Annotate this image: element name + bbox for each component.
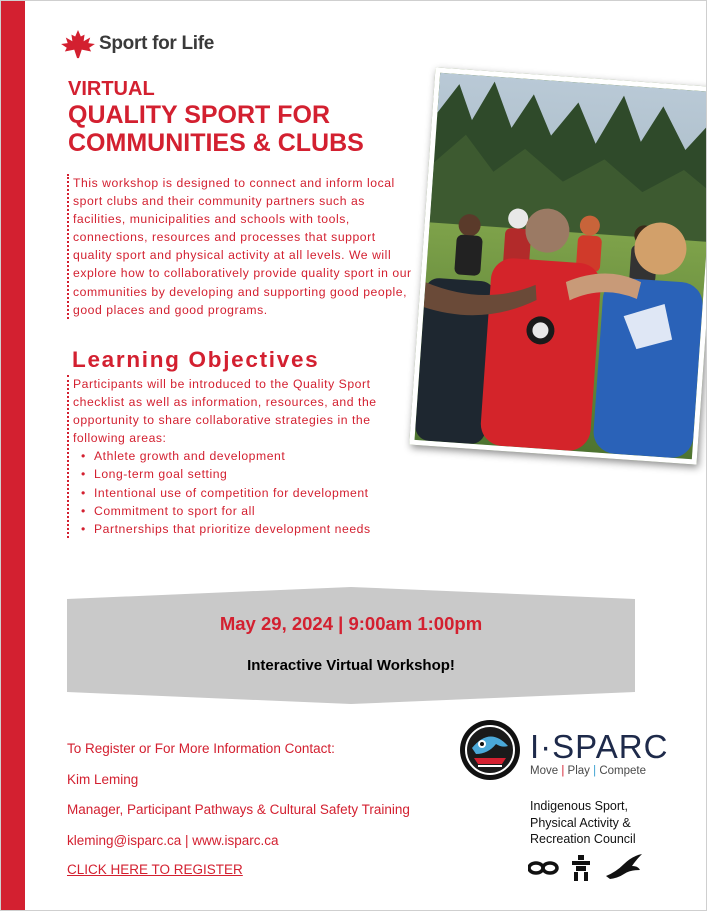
- contact-heading: To Register or For More Information Contact:: [67, 741, 335, 756]
- flyer-title: [68, 77, 364, 157]
- list-item: • Intentional use of competition for development: [73, 484, 417, 502]
- banner-shape: [67, 587, 635, 704]
- left-accent-bar: [1, 1, 25, 911]
- isparc-symbols: [528, 852, 648, 882]
- isparc-full-name: [530, 798, 636, 848]
- isparc-wordmark: I·SPARC: [530, 728, 669, 765]
- event-banner: [67, 587, 635, 704]
- list-item: • Partnerships that prioritize development needs: [73, 520, 417, 538]
- register-link[interactable]: CLICK HERE TO REGISTER: [67, 862, 243, 877]
- isparc-tagline: [530, 765, 646, 777]
- isparc-name-line-2: Physical Activity &: [530, 815, 631, 830]
- inukshuk-icon: [572, 855, 590, 881]
- list-item: • Long-term goal setting: [73, 465, 417, 483]
- learning-objectives-body: [67, 375, 417, 538]
- contact-role: Manager, Participant Pathways & Cultural Safety Training: [67, 802, 410, 817]
- title-line-communities: COMMUNITIES & CLUBS: [68, 129, 364, 157]
- objectives-lead: Participants will be introduced to the Quality Sport checklist as well as information, resources, and the opportunity to share collaborative strategies in the following areas:: [73, 377, 377, 446]
- isparc-name-line-3: Recreation Council: [530, 832, 636, 846]
- tag-compete: Compete: [599, 765, 646, 777]
- isparc-emblem-icon: [458, 718, 522, 782]
- isparc-name-line-1: Indigenous Sport,: [530, 799, 628, 813]
- title-line-quality-sport: QUALITY SPORT FOR: [68, 101, 331, 129]
- event-date: May 29, 2024 | 9:00am 1:00pm: [219, 613, 483, 634]
- team-huddle-photo: [409, 67, 707, 464]
- title-line-virtual: VIRTUAL: [68, 78, 155, 100]
- list-item: • Athlete growth and development: [73, 447, 417, 465]
- sport-for-life-logo: [59, 29, 214, 59]
- maple-leaf-icon: [59, 29, 97, 59]
- objectives-list: [73, 447, 417, 537]
- contact-email-web[interactable]: kleming@isparc.ca | www.isparc.ca: [67, 833, 279, 848]
- tag-separator: |: [561, 765, 565, 777]
- list-item: • Commitment to sport for all: [73, 502, 417, 520]
- tag-move: Move: [530, 765, 559, 777]
- learning-objectives-heading: Learning Objectives: [72, 347, 320, 372]
- tag-separator: |: [593, 765, 597, 777]
- tag-play: Play: [567, 765, 590, 777]
- huddle-illustration: [415, 73, 707, 459]
- contact-name: Kim Leming: [67, 772, 139, 787]
- isparc-logo-block: [456, 716, 706, 906]
- logo-wordmark: Sport for Life: [99, 33, 215, 54]
- eagle-icon: [606, 854, 642, 879]
- photo-frame: [409, 67, 707, 464]
- intro-paragraph: This workshop is designed to connect and inform local sport clubs and their community partners such as facilities, municipalities and schools with tools, connections, resources and processes that support quality sport and physical activity at all levels. We will explore how to collaboratively provide quality sport in our communities by developing and supporting good people, good places and good programs.: [67, 174, 417, 319]
- event-subtitle: Interactive Virtual Workshop!: [247, 657, 455, 674]
- infinity-icon: [529, 863, 557, 873]
